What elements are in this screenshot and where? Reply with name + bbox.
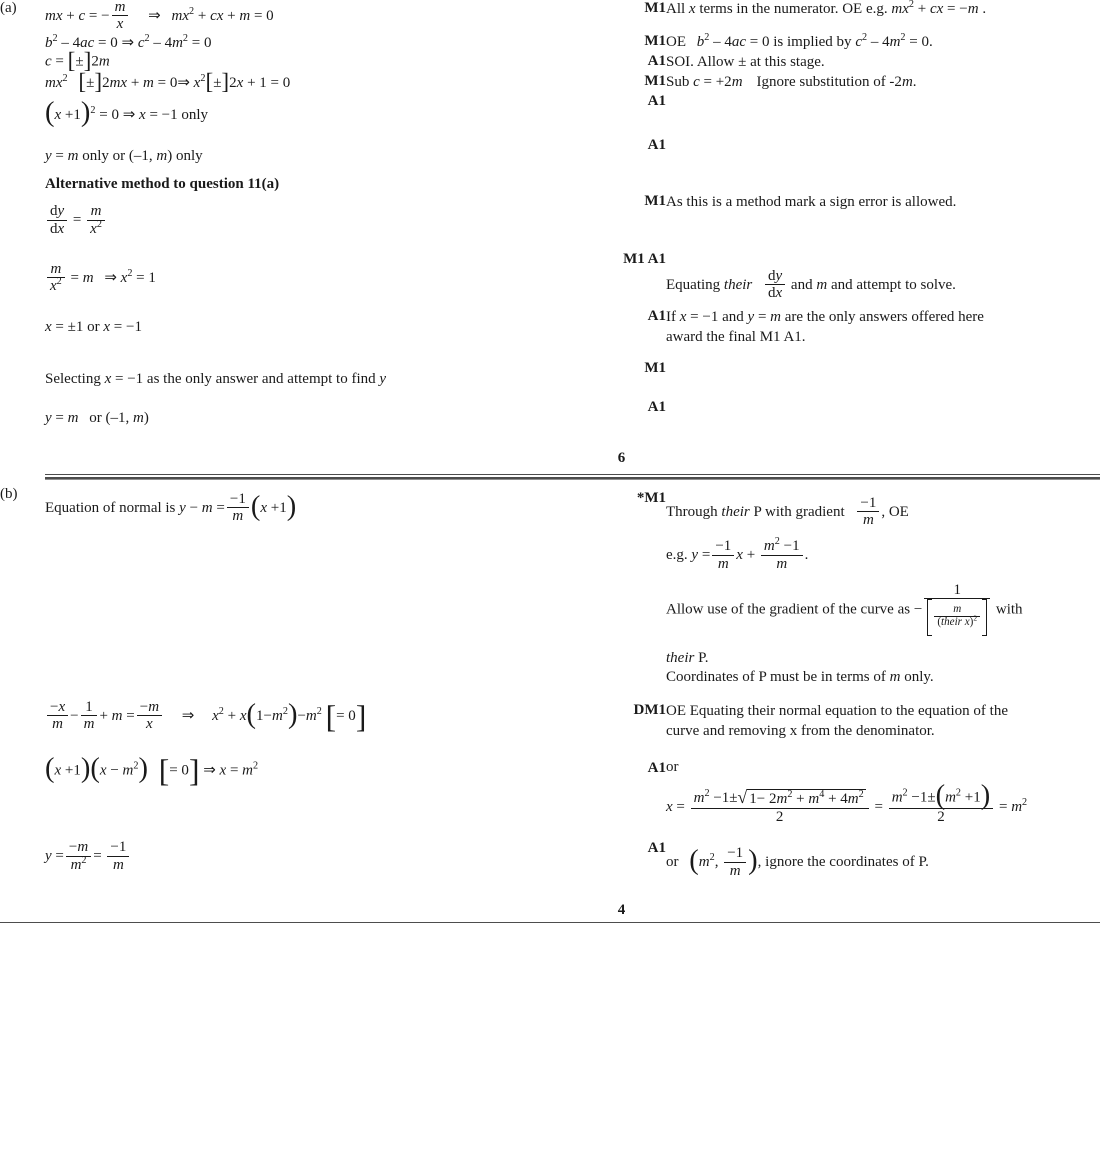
note-cell: Sub c = +2m Ignore substitution of -2m. <box>666 73 917 90</box>
note-cell: or ($m^2$, $\frac{-1}{m}$ ), ignore the coordinates of P. <box>666 845 929 879</box>
mark-code: M1 <box>644 72 666 89</box>
note-or: or <box>666 758 679 775</box>
note-cell <box>666 748 1100 827</box>
note-eg: e.g. <box>666 547 692 564</box>
note-cell: All x terms in the numerator. OE e.g. $mx^2$ + cx = −m . <box>666 0 987 17</box>
mark-code: A1 <box>647 137 666 154</box>
mark-code: *M1 <box>591 476 666 688</box>
row-label-empty <box>0 137 45 176</box>
note-cell <box>666 137 1100 176</box>
row-label-empty <box>0 193 45 250</box>
working-cell: c = [±]2m <box>45 48 110 75</box>
table-row-total-b <box>0 890 1100 923</box>
note-text-pre: Equating <box>666 276 724 293</box>
mark-code: M1 <box>644 360 666 377</box>
row-label-empty <box>0 73 45 93</box>
working-text-pre: Equation of normal is <box>45 500 180 517</box>
mark-code: A1 <box>647 308 666 325</box>
note-with: with <box>992 601 1023 618</box>
mark-code: M1 <box>644 193 666 210</box>
note-cell: If x = −1 and y = m are the only answers offered here award the final M1 A1. <box>666 308 1100 360</box>
mark-code: A1 <box>647 759 666 776</box>
table-row <box>0 251 1100 308</box>
note-cell <box>666 93 1100 138</box>
working-cell: Selecting x = −1 as the only answer and attempt to find y <box>45 371 387 388</box>
working-cell: $\frac{dy}{dx}$ = $\frac{m}{x^2}$ <box>45 193 591 250</box>
mark-code: M1 <box>644 33 666 50</box>
table-row <box>0 193 1100 250</box>
note-through: Through <box>666 504 722 521</box>
note-cell <box>666 399 1100 438</box>
note-oe: , OE <box>881 504 909 521</box>
note-cell: Through their P with gradient $\frac{-1}{m}$ , OE e.g. y = $\frac{-1}{m}$ x + $\frac{m^2 -1}{m}$ . Allow use of the gradient of the curve as − $\frac{1}{\frac{m}{(their x)^2}}$ with their P. Coordinates of P must be in terms of m only. <box>666 476 1100 688</box>
note-cell-empty <box>666 438 1100 476</box>
part-total-marks-a: 6 <box>617 450 626 467</box>
table-row <box>0 308 1100 360</box>
note-coordinates-p: Coordinates of P must be in terms of m only. <box>666 669 934 686</box>
working-var-y: y <box>379 371 387 388</box>
table-row <box>0 33 1100 53</box>
note-cell: As this is a method mark a sign error is allowed. <box>666 194 957 211</box>
part-label-a: (a) <box>0 0 17 16</box>
working-cell: y = $\frac{-m}{m^2}$ = $\frac{-1}{m}$ <box>45 826 591 889</box>
alternative-method-heading: Alternative method to question 11(a) <box>45 176 280 193</box>
part-total-marks-b: 4 <box>591 890 666 923</box>
working-cell: x = ±1 or x = −1 <box>45 319 142 336</box>
table-row <box>0 360 1100 399</box>
mark-code: A1 <box>647 840 666 857</box>
note-line-2: curve and removing x from the denominator. <box>666 722 935 739</box>
note-cell <box>666 360 1100 399</box>
working-cell-empty <box>45 438 591 476</box>
working-cell: $mx^2$ [±]2mx + m = 0⇒ $x^2[\pm]2x + 1 = 0$ <box>45 69 291 96</box>
row-label-empty <box>0 251 45 308</box>
table-row <box>0 137 1100 176</box>
mark-code: A1 <box>647 92 666 109</box>
note-cell: OE $b^2 - 4ac = 0$ is implied by $c^2 - 4m^2 = 0$. <box>666 32 933 51</box>
table-row <box>0 0 1100 33</box>
working-cell-empty <box>45 890 591 923</box>
row-label-empty <box>0 890 45 923</box>
mark-code: M1 <box>644 0 666 16</box>
note-emphasis-their: their <box>723 276 753 293</box>
working-cell: mx + c = − $\frac{m}{x}$ ⇒ $mx^2$ + cx + m = 0 <box>45 0 274 33</box>
working-cell: $(x +1)^2 = 0$ ⇒ x = −1 only <box>45 97 209 129</box>
table-row <box>0 748 1100 827</box>
note-cell <box>666 688 1100 747</box>
working-cell: y = m only or (–1, m) only <box>45 148 203 165</box>
quadratic-formula: x = $\frac{m^2 -1\pm√ 1- 2m^2 + m^4 + 4m^2}{2}$ = $\frac{m^2 -1\pm(m^2 +1)}{2}$ = $m^2$ <box>666 780 1028 826</box>
table-row <box>0 399 1100 438</box>
row-label-empty <box>0 438 45 476</box>
working-cell: $(x +1)(x - m^2)$ [= 0] ⇒ $x = m^2$ <box>45 752 259 788</box>
note-tail: , ignore the coordinates of P. <box>757 854 929 871</box>
working-text-pre: Selecting <box>45 371 105 388</box>
working-cell: Equation of normal is y − m = $\frac{-1}{m}$ (x +1) <box>45 476 591 688</box>
note-text-pre: All <box>666 1 689 17</box>
table-row <box>0 688 1100 747</box>
note-text-mid: terms in the numerator. OE e.g. <box>695 1 892 17</box>
mark-code: A1 <box>647 399 666 416</box>
note-line-2: award the final M1 A1. <box>666 328 806 345</box>
row-label-empty <box>0 53 45 73</box>
table-row <box>0 93 1100 138</box>
note-cell: Equating their $\frac{dy}{dx}$ and m and attempt to solve. <box>666 267 956 301</box>
row-label-empty <box>0 93 45 138</box>
working-cell: y = m or (–1, m) <box>45 410 149 427</box>
working-cell: $b^2 - 4ac = 0$ ⇒ $c^2 - 4m^2 = 0$ <box>45 33 212 52</box>
mark-code: A1 <box>647 53 666 70</box>
mark-code: M1 A1 <box>623 250 666 267</box>
row-label-empty <box>0 826 45 889</box>
row-label-empty <box>0 308 45 360</box>
note-allow: Allow use of the gradient of the curve as <box>666 601 914 618</box>
note-their-p: P. <box>694 649 709 666</box>
row-label-empty <box>0 688 45 747</box>
note-emphasis-their: their <box>721 504 750 521</box>
row-label-empty <box>0 33 45 53</box>
row-label-empty <box>0 360 45 399</box>
row-label-empty <box>0 748 45 827</box>
table-row-alternative-heading <box>0 176 1100 193</box>
table-row-part-b-start <box>0 476 1100 688</box>
row-label-empty <box>0 176 45 193</box>
row-label-empty <box>0 399 45 438</box>
note-var-x: x <box>688 1 696 17</box>
table-row-total-a <box>0 438 1100 476</box>
note-cell: SOI. Allow ± at this stage. <box>666 54 825 71</box>
mark-code: DM1 <box>633 702 666 719</box>
note-or: or <box>666 854 679 871</box>
note-cell-empty <box>666 890 1100 923</box>
working-text-post: as the only answer and attempt to find <box>143 371 380 388</box>
working-cell: $\frac{-x}{m}$ − $\frac{1}{m}$ + m = $\frac{-m}{x}$ ⇒ $x^2 + x(1-m^2)-m^2$ [= 0] <box>45 688 591 747</box>
note-emphasis-their-p: their <box>666 649 695 666</box>
table-row <box>0 53 1100 73</box>
working-cell: $\frac{m}{x^2}$ = m ⇒ $x^2 = 1$ <box>45 251 591 308</box>
part-label-b: (b) <box>0 486 18 503</box>
table-row <box>0 826 1100 889</box>
note-line-1: OE Equating their normal equation to the equation of the <box>666 703 1008 720</box>
table-row <box>0 73 1100 93</box>
